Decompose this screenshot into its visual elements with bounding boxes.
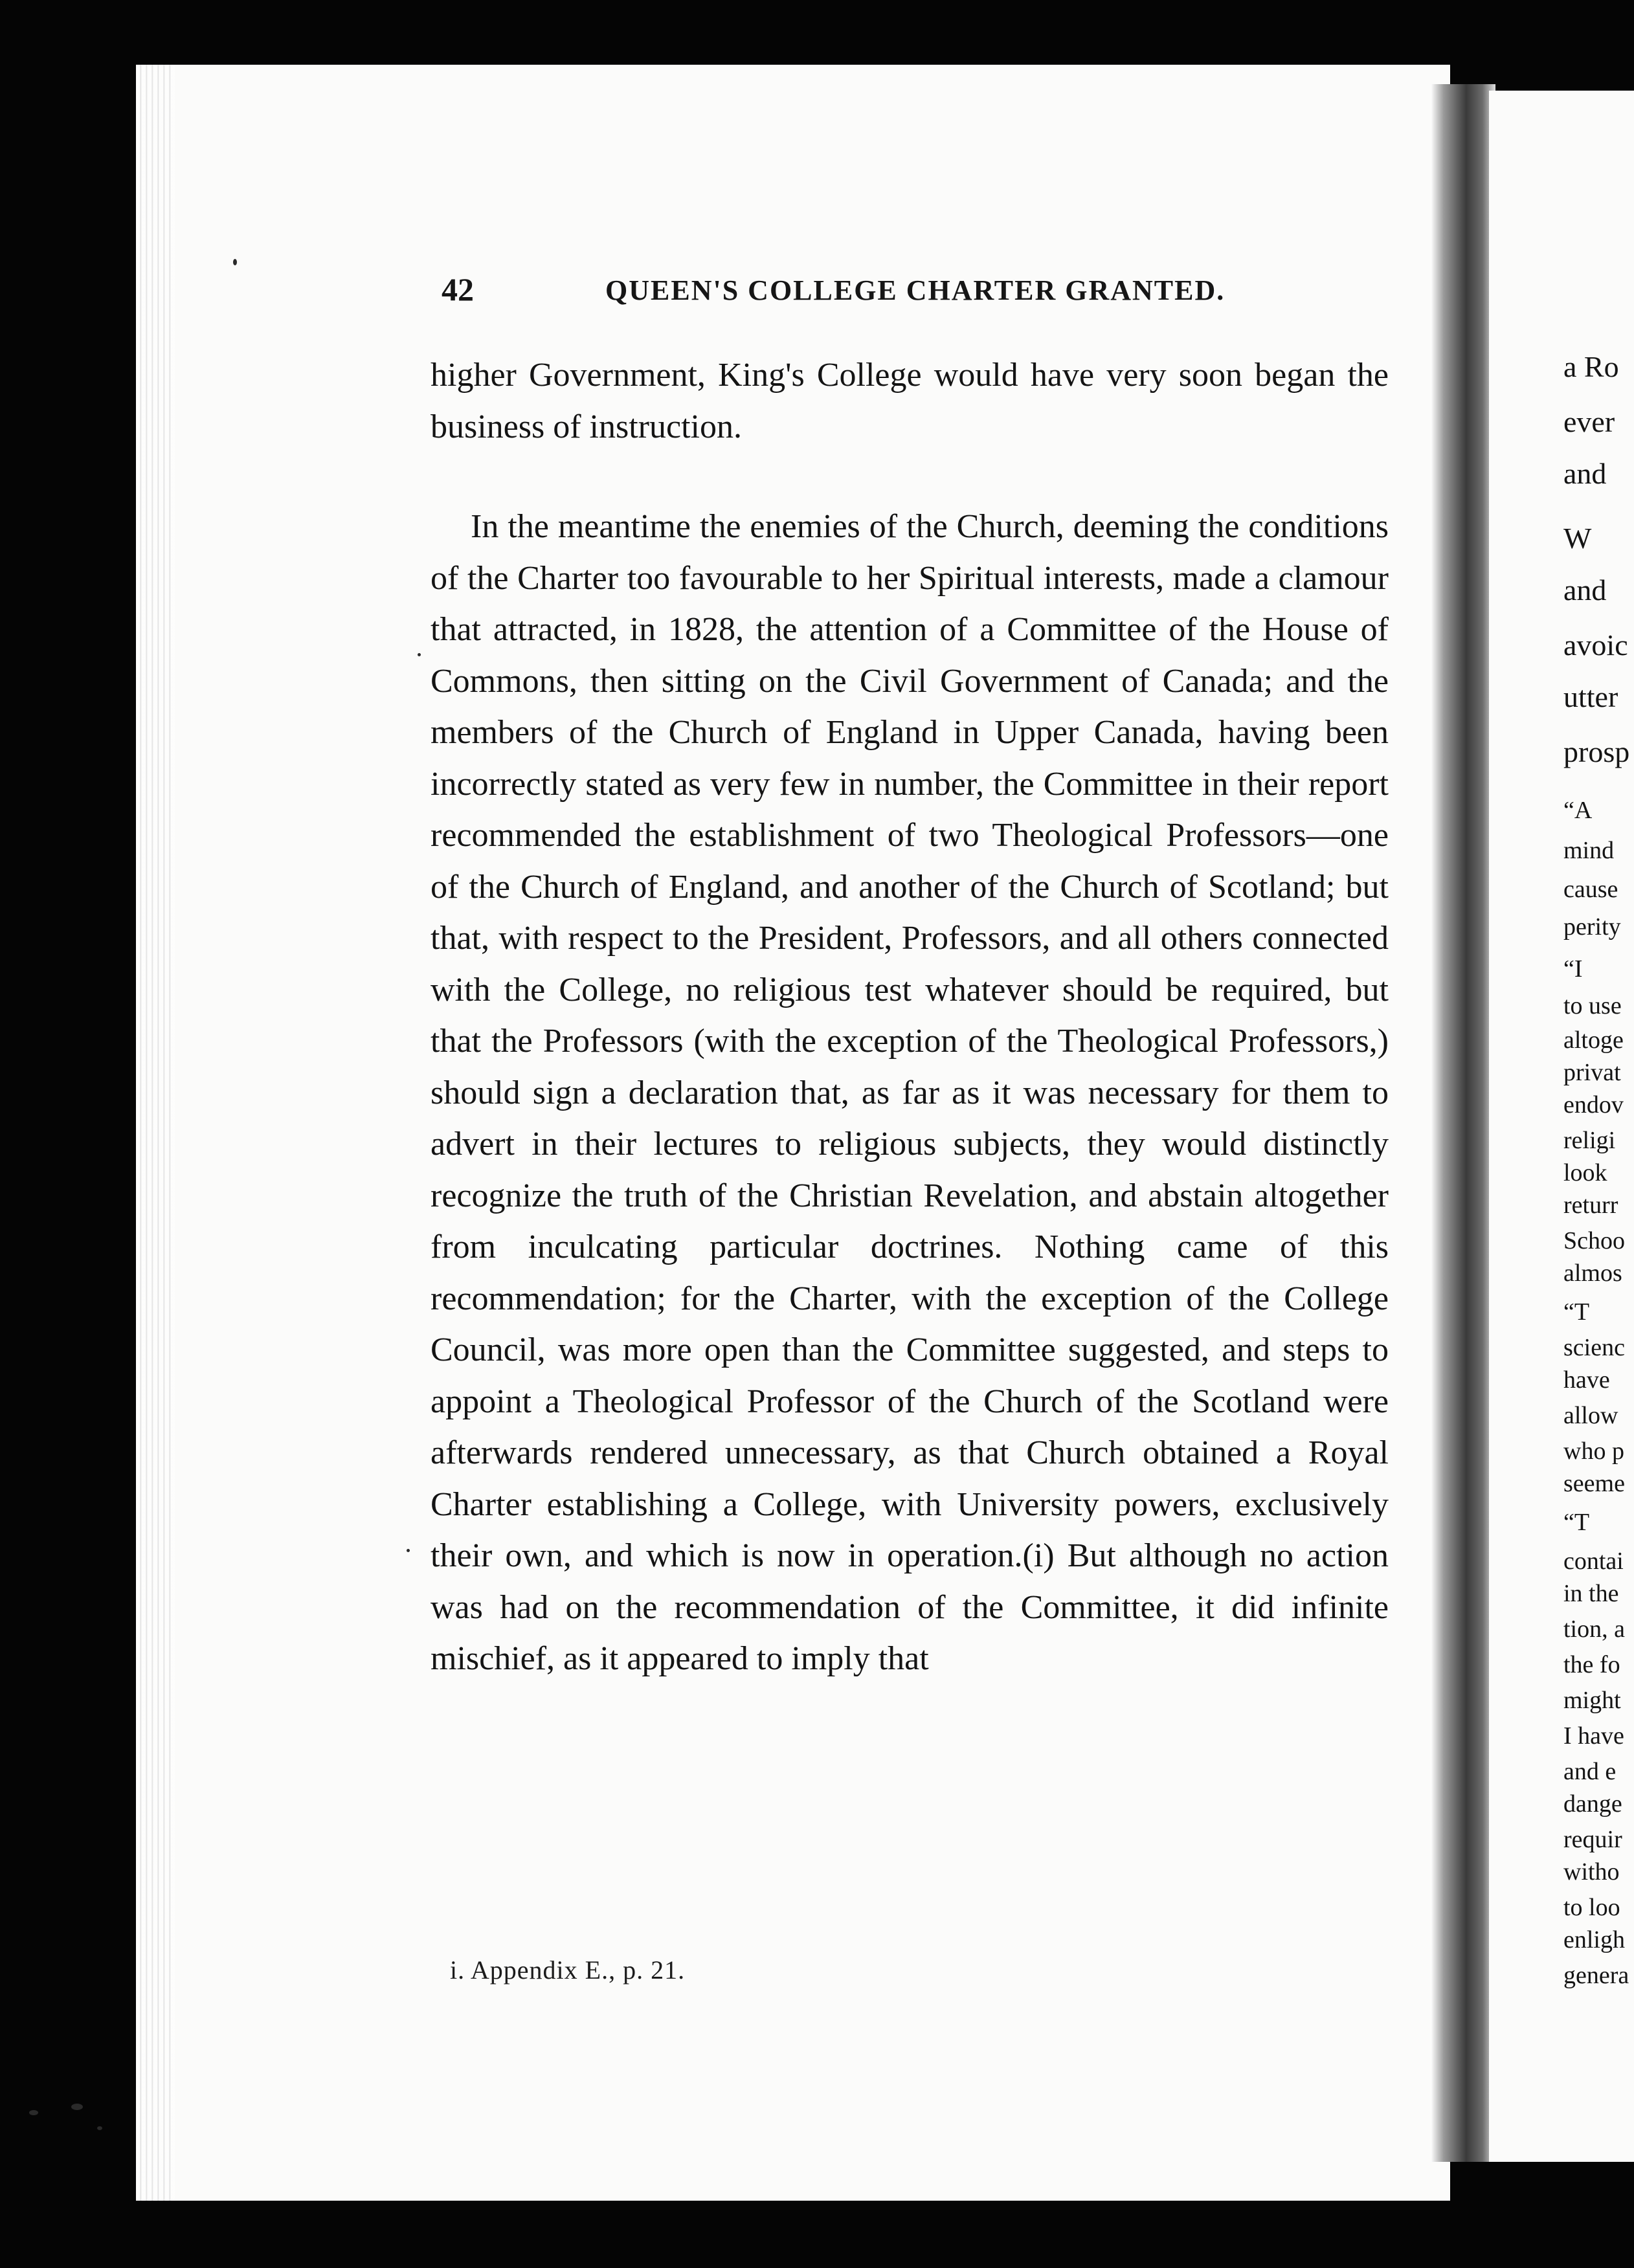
facing-page-line: “A bbox=[1563, 797, 1593, 824]
facing-page-line: privat bbox=[1563, 1059, 1621, 1086]
paragraph-1: higher Government, King's College would have very soon began the business of instruction. bbox=[431, 357, 1389, 445]
facing-page-line: “T bbox=[1563, 1509, 1590, 1536]
facing-page-line: tion, a bbox=[1563, 1616, 1625, 1643]
facing-page-line: to use bbox=[1563, 992, 1622, 1019]
facing-page-line: to loo bbox=[1563, 1894, 1620, 1921]
facing-page-line: perity bbox=[1563, 913, 1621, 940]
body-text bbox=[431, 350, 1389, 1685]
facing-page-line: endov bbox=[1563, 1091, 1624, 1118]
facing-page-line: I have bbox=[1563, 1722, 1624, 1750]
running-head: QUEEN'S COLLEGE CHARTER GRANTED. bbox=[605, 274, 1226, 306]
scan-speck bbox=[407, 1549, 410, 1552]
scan-speck bbox=[418, 653, 421, 656]
facing-page-line: genera bbox=[1563, 1962, 1629, 1989]
facing-page-line: seeme bbox=[1563, 1470, 1625, 1497]
book-gutter bbox=[1431, 84, 1495, 2162]
facing-page-line: altoge bbox=[1563, 1027, 1624, 1054]
facing-page-line: cause bbox=[1563, 876, 1618, 903]
facing-page-line: scienc bbox=[1563, 1334, 1625, 1361]
facing-page-line: W bbox=[1563, 522, 1592, 555]
facing-page-line: look bbox=[1563, 1159, 1607, 1186]
scan-speck bbox=[233, 259, 237, 265]
facing-page-line: in the bbox=[1563, 1580, 1619, 1607]
facing-page-line: “T bbox=[1563, 1298, 1590, 1326]
facing-page-line: and bbox=[1563, 457, 1607, 490]
facing-page-line: allow bbox=[1563, 1402, 1618, 1429]
paragraph-2: In the meantime the enemies of the Church, deeming the conditions of the Charter too favourable to her Spiritual interests, made a clamour that attracted, in 1828, the attention of a Committee of the House of Commons, then sitting on the Civil Government of Canada; and the members of the Church of England in Upper Canada, having been incorrectly stated as very few in number, the Committee in their report recommended the establishment of two Theological Professors—one of the Church of England, and another of the Church of Scotland; but that, with respect to the President, Professors, and all others connected with the College, no religious test whatever should be required, but that the Professors (with the exception of the Theological Professors,) should sign a declaration that, as far as it was necessary for them to advert in their lectures to religious subjects, they would distinctly recognize the truth of the Christian Revelation, and abstain altogether from inculcating particular doctrines. Nothing came of this recommendation; for the Charter, with the exception of the College Council, was more open than the Committee suggested, and steps to appoint a Theological Professor of the Church of the Scotland were afterwards rendered unnecessary, as that Church obtained a Royal Charter establishing a College, with University powers, exclusively their own, and which is now in operation.(i) But although no action was had on the recommendation of the Committee, it did infinite mischief, as it appeared to imply that bbox=[431, 508, 1389, 1677]
facing-page-line: contai bbox=[1563, 1548, 1624, 1575]
facing-page-line: witho bbox=[1563, 1858, 1620, 1885]
facing-page-line: and e bbox=[1563, 1758, 1617, 1785]
facing-page-line: returr bbox=[1563, 1192, 1618, 1219]
facing-page-line: Schoo bbox=[1563, 1227, 1625, 1254]
facing-page-text bbox=[1563, 350, 1634, 2007]
page-number: 42 bbox=[442, 271, 474, 307]
facing-page-line: who p bbox=[1563, 1438, 1624, 1465]
facing-page-line: mind bbox=[1563, 837, 1615, 864]
footnote: i. Appendix E., p. 21. bbox=[450, 1955, 686, 1984]
facing-page-line: requir bbox=[1563, 1826, 1622, 1853]
facing-page-line: “I bbox=[1563, 955, 1583, 983]
facing-page-line: avoic bbox=[1563, 628, 1628, 662]
facing-page-line: the fo bbox=[1563, 1651, 1620, 1678]
facing-page-line: have bbox=[1563, 1366, 1610, 1394]
facing-page-line: prosp bbox=[1563, 735, 1630, 768]
facing-page-line: and bbox=[1563, 573, 1607, 606]
page-edge bbox=[136, 65, 175, 2201]
facing-page-line: religi bbox=[1563, 1127, 1616, 1154]
scan-speck bbox=[71, 2104, 83, 2110]
facing-page-line: ever bbox=[1563, 405, 1615, 438]
facing-page-line: might bbox=[1563, 1687, 1621, 1714]
scan-speck bbox=[97, 2126, 102, 2130]
facing-page-line: utter bbox=[1563, 680, 1618, 713]
facing-page-line: a Ro bbox=[1563, 350, 1619, 383]
facing-page-line: dange bbox=[1563, 1790, 1622, 1818]
scan-speck bbox=[29, 2110, 38, 2115]
facing-page-line: enligh bbox=[1563, 1926, 1625, 1953]
facing-page-line: almos bbox=[1563, 1260, 1622, 1287]
